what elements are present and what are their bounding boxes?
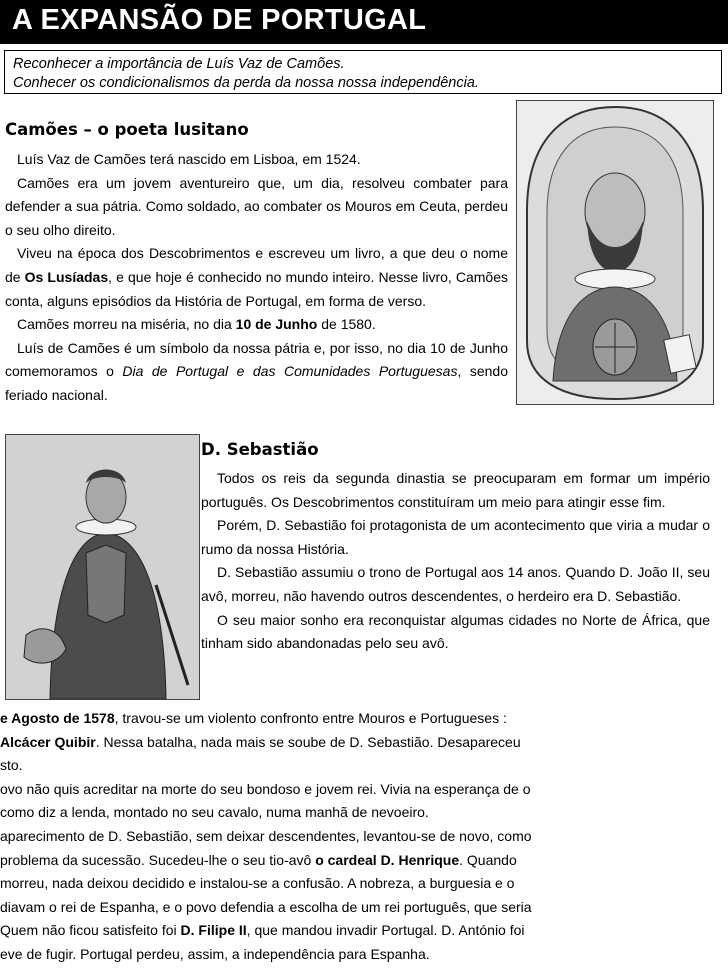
camoes-paragraph-5-start: Luís de Camões é um símbolo da nossa pátria e, por isso, no dia 10 de Junho comemoramos o [5, 339, 508, 380]
battle-date: e Agosto de 1578 [0, 710, 115, 726]
succession-line-5: como diz a lenda, montado no seu cavalo, numa manhã de nevoeiro. [0, 804, 429, 821]
succession-line-6: aparecimento de D. Sebastião, sem deixar descendentes, levantou-se de novo, como [0, 827, 532, 844]
succession-line-2 [0, 731, 728, 755]
sebastiao-paragraph-4: O seu maior sonho era reconquistar algumas cidades no Norte de África, que tinham sido abandonadas pelo seu avô. [201, 611, 710, 652]
objective-2: Conhecer os condicionalismos da perda da nossa nossa independência. [13, 75, 479, 91]
succession-line-7-end: . Quando [459, 851, 517, 868]
sebastiao-paragraph-3: D. Sebastião assumiu o trono de Portugal aos 14 anos. Quando D. João II, seu avô, morreu, não havendo outros descendentes, o herdeiro era D. Sebastião. [201, 564, 710, 604]
succession-line-2-text: . Nessa batalha, nada mais se soube de D. Sebastião. Desapareceu [95, 733, 521, 750]
sebastiao-paragraph-2: Porém, D. Sebastião foi protagonista de um acontecimento que viria a mudar o rumo da nossa História. [201, 517, 710, 557]
portugal-day-name: Dia de Portugal e das Comunidades Portuguesas [122, 363, 458, 380]
succession-line-10-end: , que mandou invadir Portugal. D. António foi [246, 922, 525, 939]
sebastiao-heading: D. Sebastião [201, 440, 319, 459]
camoes-text [5, 148, 508, 408]
lusiadas-title: Os Lusíadas [24, 268, 109, 285]
succession-line-11: eve de fugir. Portugal perdeu, assim, a independência para Espanha. [0, 945, 430, 962]
succession-line-7 [0, 849, 728, 873]
succession-line-9: diavam o rei de Espanha, e o povo defendia a escolha de um rei português, que seria [0, 898, 532, 915]
camoes-portrait [516, 100, 714, 405]
camoes-paragraph-4-start: Camões morreu na miséria, no dia [17, 316, 236, 333]
camoes-paragraph-4 [5, 313, 508, 337]
camoes-paragraph-5-end: , sendo feriado nacional. [5, 363, 508, 403]
succession-line-3: sto. [0, 757, 23, 774]
camoes-paragraph-3-start: Viveu na época dos Descobrimentos e escreveu um livro, a que deu o nome de [5, 245, 508, 285]
camoes-death-date: 10 de Junho [235, 316, 318, 333]
page-title: A EXPANSÃO DE PORTUGAL [0, 0, 728, 44]
camoes-heading: Camões – o poeta lusitano [5, 120, 249, 139]
succession-text [0, 707, 728, 967]
camoes-paragraph-5 [5, 337, 508, 408]
succession-line-4: ovo não quis acreditar na morte do seu bondoso e jovem rei. Vivia na esperança de o [0, 780, 531, 797]
battle-place: Alcácer Quibir [0, 733, 96, 750]
succession-line-7-start: problema da sucessão. Sucedeu-lhe o seu tio-avô [0, 851, 316, 868]
succession-line-10-start: Quem não ficou satisfeito foi [0, 922, 181, 939]
camoes-paragraph-3-end: , e que hoje é conhecido no mundo inteiro. Nesse livro, Camões conta, alguns episódios da História de Portugal, em forma de verso. [5, 268, 508, 309]
objective-1: Reconhecer a importância de Luís Vaz de Camões. [13, 56, 345, 72]
sebastiao-portrait [5, 434, 200, 700]
camoes-paragraph-3 [5, 242, 508, 313]
succession-line-10 [0, 919, 728, 943]
camoes-paragraph-2: Camões era um jovem aventureiro que, um dia, resolveu combater para defender a sua pátria. Como soldado, ao combater os Mouros em Ceuta, perdeu o seu olho direito. [5, 174, 508, 238]
filipe-ii: D. Filipe II [180, 922, 247, 939]
sebastiao-text [201, 467, 710, 656]
objectives-box [4, 50, 722, 94]
succession-line-1 [0, 707, 728, 731]
succession-line-8: morreu, nada deixou decidido e instalou-se a confusão. A nobreza, a burguesia e o [0, 875, 515, 892]
succession-line-1-text: , travou-se um violento confronto entre Mouros e Portugueses : [114, 710, 507, 726]
camoes-paragraph-4-end: de 1580. [317, 316, 376, 333]
camoes-paragraph-1: Luís Vaz de Camões terá nascido em Lisboa, em 1524. [17, 151, 361, 167]
sebastiao-paragraph-1: Todos os reis da segunda dinastia se preocuparam em formar um império português. Os Descobrimentos constituíram um meio para atingir esse fim. [201, 470, 710, 510]
cardinal-henrique: o cardeal D. Henrique [315, 851, 460, 868]
